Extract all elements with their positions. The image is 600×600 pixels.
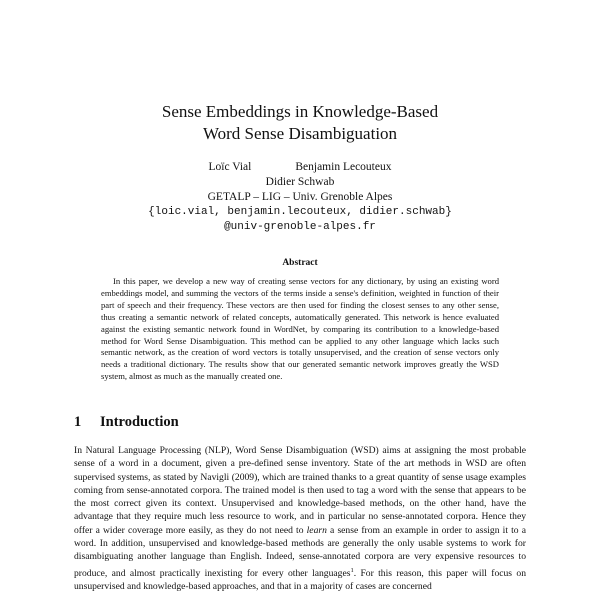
author-row (0, 160, 600, 175)
footnote-marker: 1 (350, 566, 354, 574)
affiliation: GETALP – LIG – Univ. Grenoble Alpes (207, 191, 393, 203)
paper-title (0, 101, 600, 145)
author-block (0, 160, 600, 235)
title-line-2: Word Sense Disambiguation (202, 124, 398, 143)
email-domain: @univ-grenoble-alpes.fr (224, 221, 376, 233)
intro-part-3: . For this reason, this paper will focus on unsupervised and knowledge-based approaches, and that in a majority of cases are concerned (74, 567, 526, 593)
email-list: {loic.vial, benjamin.lecouteux, didier.schwab} (148, 206, 452, 218)
intro-part-2: a sense from an example in order to assign it to a word. In addition, unsupervised and knowledge-based methods are generally the only usable systems to work for disambiguating another language than English. Indeed, sense-annotated corpora are very expensive resources to produce, and almost practically inexisting for every other languages (74, 524, 526, 579)
intro-paragraph (74, 444, 526, 593)
author-schwab: Didier Schwab (265, 176, 335, 188)
title-line-1: Sense Embeddings in Knowledge-Based (161, 102, 439, 121)
abstract-text: In this paper, we develop a new way of creating sense vectors for any dictionary, by using an existing word embeddings model, and summing the vectors of the terms inside a sense's definition, weighted in function of their part of speech and their frequency. These vectors are then used for finding the closest senses to any other sense, thus creating a semantic network of related concepts, automatically generated. This network is hence evaluated against the existing semantic network found in WordNet, by comparing its contribution to a knowledge-based method for Word Sense Disambiguation. This method can be applied to any other language which lacks such semantic network, as the creation of word vectors is totally unsupervised, and the creation of sense vectors only needs a traditional dictionary. The results show that our generated semantic network improves greatly the WSD system, almost as much as the manually created one. (101, 276, 499, 382)
intro-part-1: In Natural Language Processing (NLP), Word Sense Disambiguation (WSD) aims at assigning the most probable sense of a word in a document, given a pre-defined sense inventory. State of the art methods in WSD are often supervised systems, as stated by Navigli (2009), which are trained thanks to a great quantity of sense usage examples coming from sense-annotated corpora. The trained model is then used to tag a word with the sense that appears to be the most correct given its context. Unsupervised and knowledge-based methods, on the other hand, have the advantage that they require much less resource to work, and in particular no sense-annotated corpora. Hence they offer a wider coverage more easily, as they do not need to (74, 445, 526, 536)
section-number: 1 (74, 414, 82, 430)
author-vial: Loïc Vial (208, 161, 252, 173)
author-lecouteux: Benjamin Lecouteux (295, 161, 392, 173)
abstract-heading: Abstract (282, 258, 318, 268)
intro-emphasis: learn (306, 524, 327, 536)
section-heading (74, 414, 179, 431)
section-title: Introduction (100, 414, 179, 430)
